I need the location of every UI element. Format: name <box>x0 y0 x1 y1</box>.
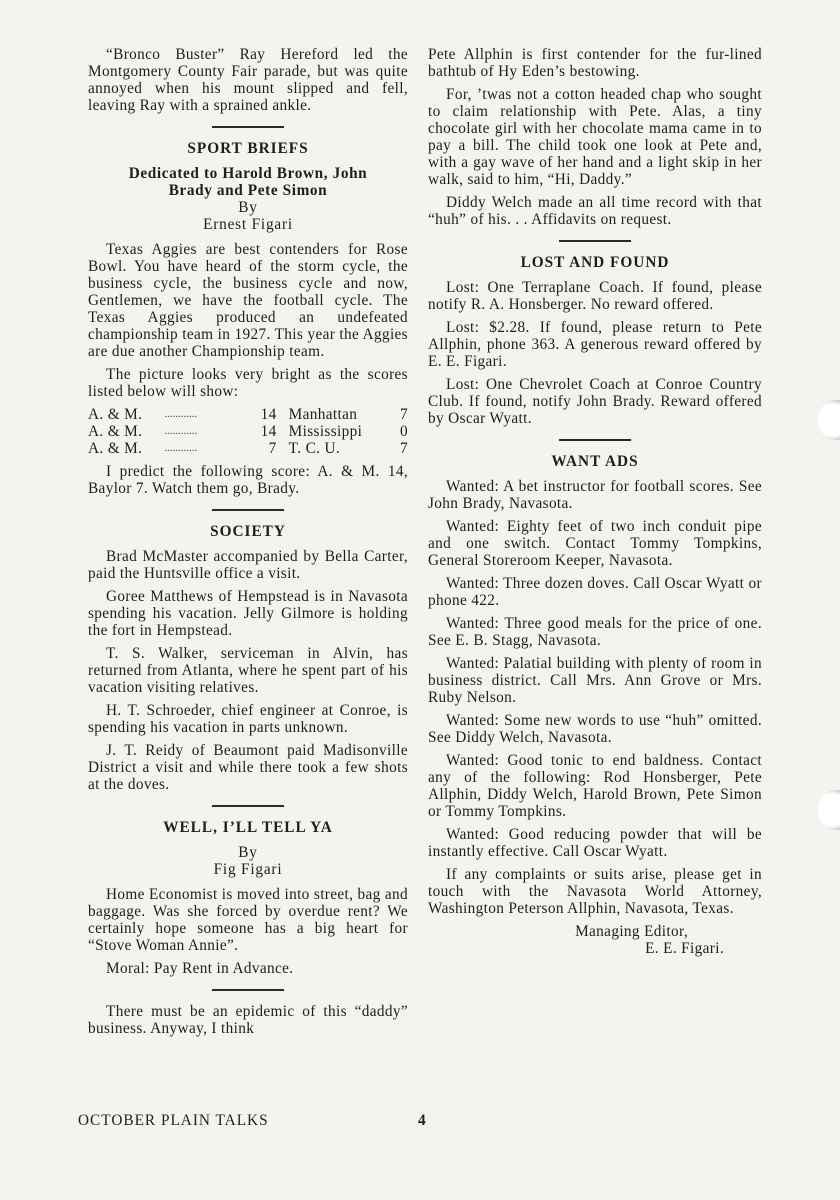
society-paragraph: Goree Matthews of Hempstead is in Navasota spending his vacation. Jelly Gilmore is holding the fort in Hempstead. <box>88 588 408 639</box>
score-opponent: T. C. U. <box>288 440 341 457</box>
divider <box>212 509 284 511</box>
page-number: 4 <box>418 1112 426 1129</box>
want-ad: Wanted: Eighty feet of two inch conduit pipe and one switch. Contact Tommy Tompkins, General Storeroom Keeper, Navasota. <box>428 518 762 569</box>
score-row <box>88 423 408 440</box>
signature-title: Managing Editor, <box>575 923 688 940</box>
dedication-line-1: Dedicated to Harold Brown, John <box>128 165 368 182</box>
score-team: A. & M. <box>88 440 143 457</box>
lost-and-found-heading: LOST AND FOUND <box>520 254 670 271</box>
score-score: 7 <box>268 440 277 457</box>
divider <box>559 240 631 242</box>
sport-briefs-heading: SPORT BRIEFS <box>187 140 309 157</box>
score-opp-score: 7 <box>400 406 408 423</box>
score-dots: ............ <box>164 442 198 454</box>
society-paragraph: T. S. Walker, serviceman in Alvin, has returned from Atlanta, where he spent part of his vacation visiting relatives. <box>88 645 408 696</box>
society-paragraph: Brad McMaster accompanied by Bella Carter, paid the Huntsville office a visit. <box>88 548 408 582</box>
divider <box>212 126 284 128</box>
tell-paragraph: Moral: Pay Rent in Advance. <box>106 960 294 977</box>
score-opponent: Manhattan <box>288 406 358 423</box>
byline: By <box>238 844 258 861</box>
score-dots: ............ <box>164 408 198 420</box>
score-team: A. & M. <box>88 423 143 440</box>
author-fig-figari: Fig Figari <box>213 861 283 878</box>
author-ernest-figari: Ernest Figari <box>203 216 293 233</box>
society-paragraph: H. T. Schroeder, chief engineer at Conroe, is spending his vacation in parts unknown. <box>88 702 408 736</box>
byline: By <box>238 199 258 216</box>
score-row <box>88 440 408 457</box>
lost-item: Lost: One Chevrolet Coach at Conroe Country Club. If found, notify John Brady. Reward offered by Oscar Wyatt. <box>428 376 762 427</box>
want-ads-heading: WANT ADS <box>551 453 639 470</box>
want-ad: Wanted: Good reducing powder that will be instantly effective. Call Oscar Wyatt. <box>428 826 762 860</box>
society-heading: SOCIETY <box>210 523 286 540</box>
want-ad: If any complaints or suits arise, please get in touch with the Navasota World Attorney, Washington Peterson Allphin, Navasota, Texas. <box>428 866 762 917</box>
well-ill-tell-ya-heading: WELL, I’LL TELL YA <box>163 819 333 836</box>
lost-item: Lost: One Terraplane Coach. If found, please notify R. A. Honsberger. No reward offered. <box>428 279 762 313</box>
left-column <box>88 46 408 1043</box>
tell-paragraph: Home Economist is moved into street, bag and baggage. Was she forced by overdue rent? We certainly hope someone has a big heart for “Stove Woman Annie”. <box>88 886 408 954</box>
epidemic-paragraph: There must be an epidemic of this “daddy” business. Anyway, I think <box>88 1003 408 1037</box>
divider <box>212 989 284 991</box>
want-ad: Wanted: Good tonic to end baldness. Contact any of the following: Rod Honsberger, Pete Allphin, Diddy Welch, Harold Brown, Pete Simon or Tommy Tompkins. <box>428 752 762 820</box>
score-row <box>88 406 408 423</box>
dedication-line-2: Brady and Pete Simon <box>168 182 328 199</box>
binder-hole-icon <box>818 400 840 440</box>
want-ad: Wanted: Three good meals for the price of one. See E. B. Stagg, Navasota. <box>428 615 762 649</box>
allphin-paragraph: Pete Allphin is first contender for the fur-lined bathtub of Hy Eden’s bestowing. <box>428 46 762 80</box>
right-column <box>428 46 762 957</box>
score-score: 14 <box>260 423 277 440</box>
sport-paragraph: I predict the following score: A. & M. 14, Baylor 7. Watch them go, Brady. <box>88 463 408 497</box>
scores-table <box>88 406 408 457</box>
sport-paragraph: Texas Aggies are best contenders for Rose Bowl. You have heard of the storm cycle, the business cycle, the business cycle and now, Gentlemen, we have the football cycle. The Texas Aggies produced an undefeated championship team in 1927. This year the Aggies are due another Championship team. <box>88 241 408 360</box>
score-team: A. & M. <box>88 406 143 423</box>
score-score: 14 <box>260 406 277 423</box>
want-ad: Wanted: Three dozen doves. Call Oscar Wyatt or phone 422. <box>428 575 762 609</box>
score-dots: ............ <box>164 425 198 437</box>
binder-hole-icon <box>818 790 840 830</box>
want-ad: Wanted: Palatial building with plenty of room in business district. Call Mrs. Ann Grove or Mrs. Ruby Nelson. <box>428 655 762 706</box>
score-opp-score: 7 <box>400 440 408 457</box>
lost-item: Lost: $2.28. If found, please return to Pete Allphin, phone 363. A generous reward offered by E. E. Figari. <box>428 319 762 370</box>
bronco-buster-paragraph: “Bronco Buster” Ray Hereford led the Montgomery County Fair parade, but was quite annoyed when his mount slipped and fell, leaving Ray with a sprained ankle. <box>88 46 408 114</box>
want-ad: Wanted: A bet instructor for football scores. See John Brady, Navasota. <box>428 478 762 512</box>
sport-paragraph: The picture looks very bright as the scores listed below will show: <box>88 366 408 400</box>
score-opponent: Mississippi <box>288 423 363 440</box>
score-opp-score: 0 <box>400 423 408 440</box>
divider <box>212 805 284 807</box>
publication-footer: OCTOBER PLAIN TALKS <box>78 1112 269 1129</box>
divider <box>559 439 631 441</box>
welch-paragraph: Diddy Welch made an all time record with that “huh” of his. . . Affidavits on request. <box>428 194 762 228</box>
society-paragraph: J. T. Reidy of Beaumont paid Madisonville District a visit and while there took a few shots at the doves. <box>88 742 408 793</box>
signature-name: E. E. Figari. <box>645 940 724 957</box>
want-ad: Wanted: Some new words to use “huh” omitted. See Diddy Welch, Navasota. <box>428 712 762 746</box>
daddy-paragraph: For, ’twas not a cotton headed chap who sought to claim relationship with Pete. Alas, a tiny chocolate girl with her chocolate mama came in to pay a bill. The child took one look at Pete and, with a gay wave of her hand and a light skip in her walk, said to him, “Hi, Daddy.” <box>428 86 762 188</box>
